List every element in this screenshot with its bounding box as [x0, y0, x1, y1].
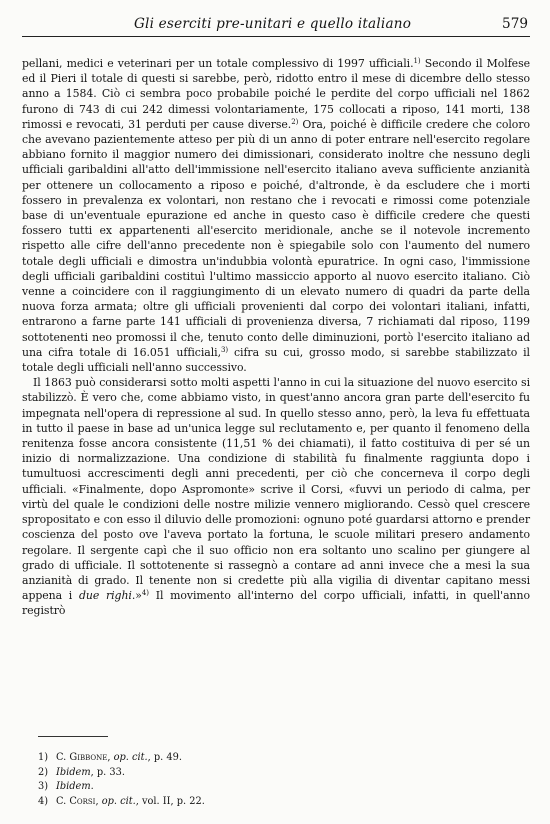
text-run: .» — [131, 589, 142, 603]
footnote-number: 3) — [38, 781, 49, 792]
italic-text: due righi — [78, 589, 132, 603]
footnotes — [38, 736, 438, 809]
text-run: cifra su cui, grosso modo, si sarebbe stabilizzato il totale degli ufficiali nell'anno successivo. — [22, 345, 530, 375]
footnote: 1) C. Gibbone, op. cit., p. 49. — [38, 751, 438, 766]
footnote-ref[interactable]: 1) — [413, 57, 421, 65]
footnote-text: . — [90, 781, 94, 792]
paragraph — [22, 375, 530, 618]
paragraph — [22, 56, 530, 375]
footnote-ref[interactable]: 3) — [220, 345, 229, 354]
footnote-text: , p. 33. — [90, 766, 125, 778]
text-run: Il 1863 può considerarsi sotto molti aspetti l'anno in cui la situazione del nuovo esercito si stabilizzò. È vero che, come abbiamo visto, in quest'anno ancora gran parte dell'esercito fu impegnata nell'opera di repressione al sud. In quello stesso anno, però, la leva fu effettuata in tutto il paese in base ad un'unica legge sul reclutamento e, per quanto il fenomeno della renitenza fosse ancora consistente (11,51 % dei chiamati), il fatto costituiva di per sé un inizio di normalizzazione. Una condizione di stabilità fu finalmente raggiunta dopo i tumultuosi accrescimenti degli anni precedenti, per ciò che concerneva il corpo degli ufficiali. «Finalmente, dopo Aspromonte» scrive il Corsi, «fuvvi un periodo di calma, per virtù del quale le condizioni delle nostre milizie vennero migliorando. Cessò quel crescere spropositato e con esso il diluvio delle promozioni: ognuno poté guardarsi attorno e prender coscienza del posto ove l'aveva portato la fortuna, le scuole militari presero andamento regolare. Il sergente capì che il suo officio non era soltanto uno scalino per giungere al grado di ufficiale. Il sottotenente si rassegnò a contare ad anni invece che a mesi la sua anzianità di grado. Il tenente non si credette più alla vigilia di diventar capitano messi appena i — [22, 376, 530, 603]
footnote-number: 1) — [38, 752, 49, 763]
footnote-ref[interactable]: 2) — [291, 117, 299, 126]
body-text — [22, 56, 530, 619]
footnote-author: C. Corsi — [56, 795, 96, 807]
footnote-ref[interactable]: 4) — [141, 589, 149, 598]
footnote-text: , p. 49. — [147, 752, 182, 763]
text-run: Il movimento all'interno del corpo ufficiali, infatti, in quell'anno registrò — [22, 589, 530, 618]
footnote-number: 4) — [38, 795, 49, 807]
footnote — [38, 780, 438, 795]
footnote-number: 2) — [38, 766, 49, 778]
footnote-ref-title: Ibidem — [56, 766, 91, 778]
footnote-author: C. Gibbone — [56, 752, 108, 763]
footnote-ref-title: op. cit. — [113, 752, 148, 763]
page-number: 579 — [502, 16, 528, 32]
running-title: Gli eserciti pre-unitari e quello italiano — [134, 16, 412, 32]
footnote-ref-title: Ibidem — [56, 781, 91, 792]
book-page — [22, 12, 530, 619]
footnote-divider — [38, 736, 108, 737]
footnote-text: , vol. II, p. 22. — [135, 795, 205, 807]
footnote-ref-title: op. cit. — [101, 795, 136, 807]
footnote: 4) C. Corsi, op. cit., vol. II, p. 22. — [38, 795, 438, 810]
text-run: Secondo il Molfese ed il Pieri il totale di questi si sarebbe, però, ridotto entro il mese di dicembre dello stesso anno a 1584. Ciò ci sembra poco probabile poiché le perdite del corpo ufficiali nel 1862 furono di 743 di cui 242 dimessi volontariamente, 175 collocati a riposo, 141 morti, 138 rimossi e revocati, 31 perduti per cause diverse. — [22, 57, 530, 131]
footnote — [38, 766, 438, 781]
text-run: pellani, medici e veterinari per un totale complessivo di 1997 ufficiali. — [22, 57, 414, 70]
page-header — [22, 12, 530, 37]
text-run: Ora, poiché è difficile credere che coloro che avevano pazientemente atteso per più di un anno di poter entrare nell'esercito regolare abbiano fornito il maggior numero dei dimissionari, considerato inoltre che nessuno degli ufficiali garibaldini all'atto dell'immissione nell'esercito italiano aveva sufficiente anzianità per ottenere un collocamento a riposo e poiché, d'altronde, è da escludere che i morti fossero in prevalenza ex volontari, non restano che i revocati e rimossi come potenziale base di un'eventuale epurazione ed anche in questo caso è difficile credere che questi fossero tutti ex appartenenti all'esercito meridionale, anche se il notevole incremento rispetto alle cifre dell'anno precedente non è spiegabile solo con l'aumento del numero totale degli ufficiali e dimostra un'indubbia volontà epuratrice. In ogni caso, l'immissione degli ufficiali garibaldini costituì l'ultimo massiccio apporto al nuovo esercito italiano. Ciò venne a coincidere con il raggiungimento di un elevato numero di quadri da parte della nuova forza armata; oltre gli ufficiali provenienti dal corpo dei volontari italiani, infatti, entrarono a farne parte 141 ufficiali di provenienza diversa, 7 richiamati dal riposo, 1199 sottotenenti neo promossi il che, tenuto conto delle diminuzioni, portò l'esercito italiano ad una cifra totale di 16.051 ufficiali, — [22, 117, 530, 359]
